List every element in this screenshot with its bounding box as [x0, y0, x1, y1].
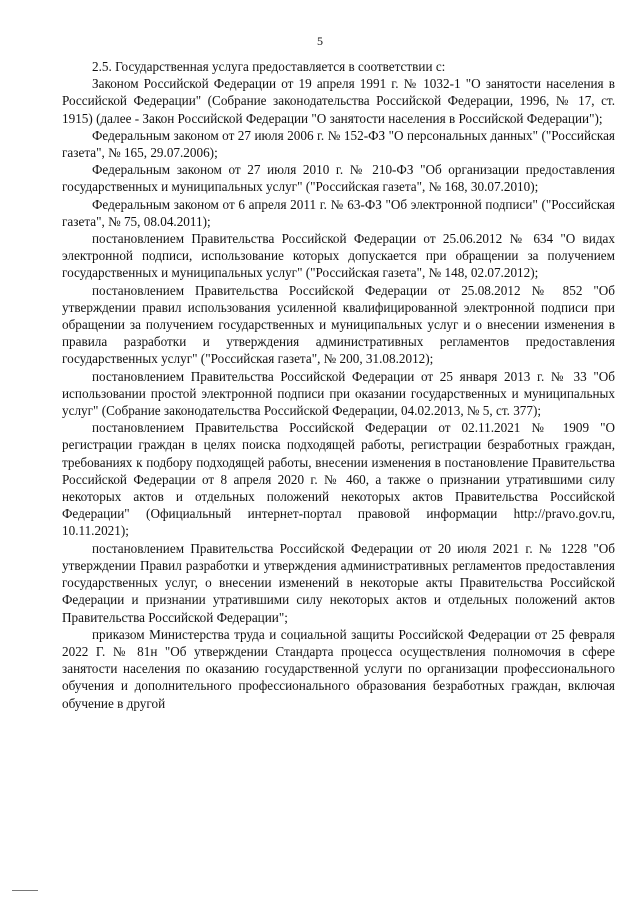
paragraph-resolution-1228: постановлением Правительства Российской Федерации от 20 июля 2021 г. № 1228 "Об утверждении Правил разработки и утверждения административных регламентов предоставления государственных услуг, о внесении изменений в некоторые акты Правительства Российской Федерации и признании утратившими силу некоторых актов и отдельных положений актов Правительства Российской Федерации"; — [62, 540, 615, 625]
paragraph-intro: 2.5. Государственная услуга предоставляется в соответствии с: — [92, 59, 446, 74]
paragraph-order-81n: приказом Министерства труда и социальной защиты Российской Федерации от 25 февраля 2022 Г. № 81н "Об утверждении Стандарта процесса осуществления полномочия в сфере занятости населения по оказанию государственной услуги по организации профессионального обучения и дополнительного профессионального образования безработных граждан, включая обучение в другой — [62, 626, 615, 711]
paragraph-law-electronic-signature: Федеральным законом от 6 апреля 2011 г. № 63-ФЗ "Об электронной подписи" ("Российская газета", № 75, 08.04.2011); — [62, 196, 615, 229]
paragraph-resolution-33: постановлением Правительства Российской Федерации от 25 января 2013 г. № 33 "Об использовании простой электронной подписи при оказании государственных и муниципальных услуг" (Собрание законодательства Российской Федерации, 04.02.2013, № 5, ст. 377); — [62, 368, 615, 419]
document-body — [62, 58, 615, 712]
page-number: 5 — [317, 34, 323, 48]
paragraph-law-public-services: Федеральным законом от 27 июля 2010 г. № 210-ФЗ "Об организации предоставления государственных и муниципальных услуг" ("Российская газета", № 168, 30.07.2010); — [62, 162, 615, 195]
paragraph-law-employment: Законом Российской Федерации от 19 апреля 1991 г. № 1032-1 "О занятости населения в Российской Федерации" (Собрание законодательства Российской Федерации, 1996, № 17, ст. 1915) (далее - Закон Российской Федерации "О занятости населения в Российской Федерации"); — [62, 76, 615, 126]
scan-edge-mark — [12, 890, 38, 891]
paragraph-resolution-852: постановлением Правительства Российской Федерации от 25.08.2012 № 852 "Об утверждении правил использования усиленной квалифицированной электронной подписи при обращении за получением государственных и муниципальных услуг и о внесении изменения в правила разработки и утверждения административных регламентов предоставления государственных услуг" ("Российская газета", № 200, 31.08.2012); — [62, 282, 615, 367]
paragraph-law-personal-data: Федеральным законом от 27 июля 2006 г. № 152-ФЗ "О персональных данных" ("Российская газета", № 165, 29.07.2006); — [62, 127, 615, 161]
paragraph-resolution-1909: постановлением Правительства Российской Федерации от 02.11.2021 № 1909 "О регистрации граждан в целях поиска подходящей работы, регистрации безработных граждан, требованиях к подбору подходящей работы, внесении изменения в постановление Правительства Российской Федерации от 8 апреля 2020 г. № 460, а также о признании утратившими силу некоторых актов и отдельных положений некоторых актов Правительства Российской Федерации" (Официальный интернет-портал правовой информации http://pravo.gov.ru, 10.11.2021); — [62, 420, 615, 539]
paragraph-resolution-634: постановлением Правительства Российской Федерации от 25.06.2012 № 634 "О видах электронной подписи, использование которых допускается при обращении за получением государственных и муниципальных услуг" ("Российская газета", № 148, 02.07.2012); — [62, 231, 615, 281]
